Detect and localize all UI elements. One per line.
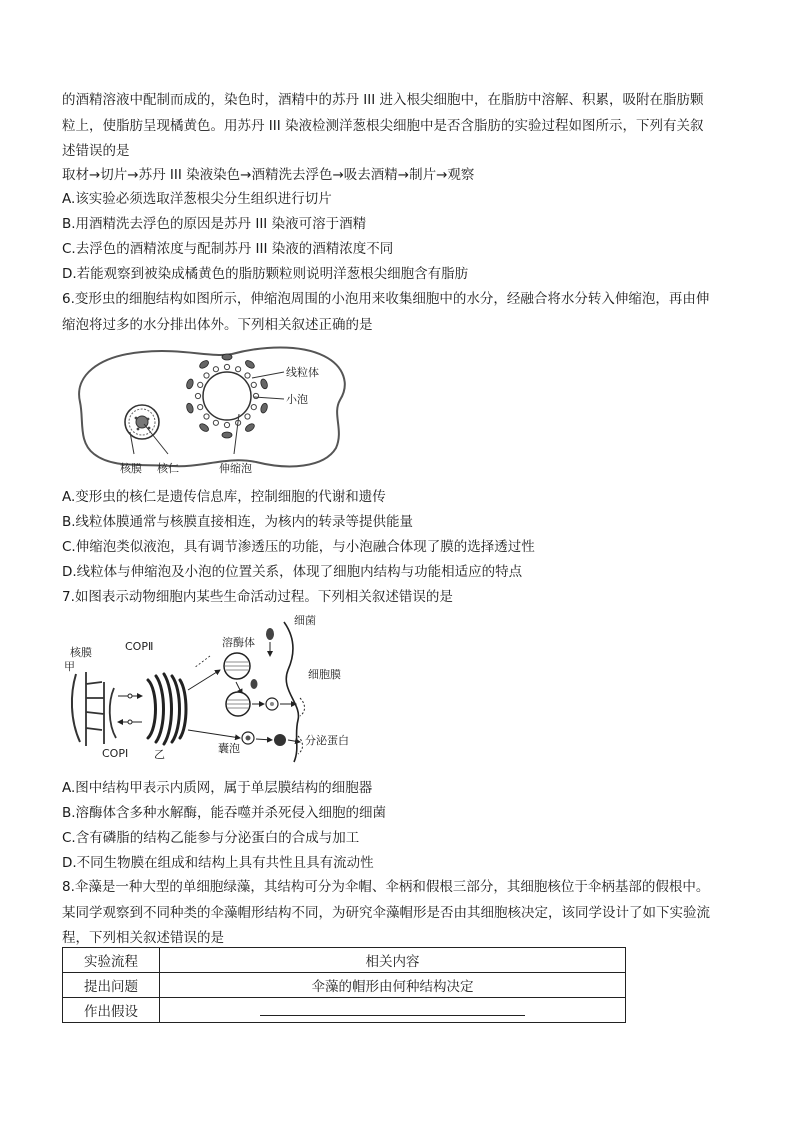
- label-secretory-protein: 分泌蛋白: [305, 734, 349, 747]
- label-contractile-vacuole: 伸缩泡: [219, 462, 252, 475]
- amoeba-figure: [62, 340, 402, 480]
- mitochondrion-icon: [198, 359, 210, 370]
- table-cell-blank: [160, 998, 626, 1023]
- small-vesicle-icon: [204, 373, 209, 378]
- q7-option-c: C.含有磷脂的结构乙能参与分泌蛋白的合成与加工: [62, 830, 360, 846]
- mitochondrion-icon: [222, 354, 232, 360]
- experiment-table: [62, 947, 626, 1023]
- table-row: [63, 973, 626, 998]
- label-vesicle: 小泡: [286, 393, 308, 406]
- q7-stem: 7.如图表示动物细胞内某些生命活动过程。下列相关叙述错误的是: [62, 589, 453, 605]
- table-header-cell: 相关内容: [160, 948, 626, 973]
- label-yi: 乙: [154, 748, 165, 761]
- small-vesicle-icon: [245, 373, 250, 378]
- small-vesicle-icon: [204, 414, 209, 419]
- label-lysosome: 溶酶体: [222, 636, 255, 649]
- mitochondrion-icon: [244, 359, 256, 370]
- q8-stem-line-1: 8.伞藻是一种大型的单细胞绿藻，其结构可分为伞帽、伞柄和假根三部分，其细胞核位于伞柄基部的假根中。: [62, 879, 710, 895]
- q5-option-c: C.去浮色的酒精浓度与配制苏丹 III 染液的酒精浓度不同: [62, 241, 394, 257]
- q6-option-a: A.变形虫的核仁是遗传信息库，控制细胞的代谢和遗传: [62, 489, 386, 505]
- q6-option-b: B.线粒体膜通常与核膜直接相连，为核内的转录等提供能量: [62, 514, 414, 530]
- q6-stem-line-2: 缩泡将过多的水分排出体外。下列相关叙述正确的是: [62, 317, 373, 333]
- mitochondrion-icon: [186, 402, 195, 413]
- label-nucleolus: 核仁: [157, 462, 179, 475]
- table-header-row: [63, 948, 626, 973]
- small-vesicle-icon: [251, 405, 256, 410]
- mitochondrion-icon: [198, 422, 210, 433]
- q8-stem-line-2: 某同学观察到不同种类的伞藻帽形结构不同，为研究伞藻帽形是否由其细胞核决定，该同学设计了如下实验流: [62, 905, 710, 921]
- table-row: [63, 998, 626, 1023]
- small-vesicle-icon: [198, 405, 203, 410]
- table-cell: 作出假设: [63, 998, 160, 1023]
- label-nuclear-membrane: 核膜: [120, 462, 142, 475]
- table-cell: 提出问题: [63, 973, 160, 998]
- mitochondrion-icon: [260, 378, 269, 389]
- small-vesicle-icon: [213, 367, 218, 372]
- q6-option-d: D.线粒体与伸缩泡及小泡的位置关系，体现了细胞内结构与功能相适应的特点: [62, 564, 523, 580]
- q7-option-a: A.图中结构甲表示内质网，属于单层膜结构的细胞器: [62, 780, 373, 796]
- label-vesicle-7: 囊泡: [218, 742, 240, 755]
- small-vesicle-icon: [198, 382, 203, 387]
- intro-line-1: 的酒精溶液中配制而成的，染色时，酒精中的苏丹 III 进入根尖细胞中，在脂肪中溶解、积累，吸附在脂肪颗: [62, 92, 704, 108]
- q5-option-a: A.该实验必须选取洋葱根尖分生组织进行切片: [62, 191, 332, 207]
- table-cell: 伞藻的帽形由何种结构决定: [160, 973, 626, 998]
- mitochondrion-icon: [260, 402, 269, 413]
- label-cell-membrane: 细胞膜: [308, 668, 341, 681]
- small-vesicle-icon: [251, 382, 256, 387]
- answer-blank[interactable]: [260, 1001, 525, 1016]
- table-header-cell: 实验流程: [63, 948, 160, 973]
- small-vesicle-icon: [245, 414, 250, 419]
- q7-option-b: B.溶酶体含多种水解酶，能吞噬并杀死侵入细胞的细菌: [62, 805, 387, 821]
- label-mitochondria: 线粒体: [286, 366, 319, 379]
- label-copii: COPⅡ: [125, 640, 154, 653]
- small-vesicle-icon: [236, 367, 241, 372]
- label-copi: COPⅠ: [102, 747, 129, 760]
- small-vesicle-icon: [224, 364, 229, 369]
- cell-process-figure: [62, 612, 362, 770]
- mitochondrion-icon: [222, 432, 232, 438]
- small-vesicle-icon: [224, 422, 229, 427]
- small-vesicle-icon: [195, 393, 200, 398]
- intro-line-3: 述错误的是: [62, 143, 130, 159]
- q5-option-b: B.用酒精洗去浮色的原因是苏丹 III 染液可溶于酒精: [62, 216, 367, 232]
- q6-option-c: C.伸缩泡类似液泡，具有调节渗透压的功能，与小泡融合体现了膜的选择透过性: [62, 539, 535, 555]
- q8-stem-line-3: 程，下列相关叙述错误的是: [62, 930, 224, 946]
- q6-stem-line-1: 6.变形虫的细胞结构如图所示，伸缩泡周围的小泡用来收集细胞中的水分，经融合将水分转入伸缩泡，再由伸: [62, 291, 710, 307]
- label-nuclear-membrane-7: 核膜: [70, 646, 92, 659]
- q5-option-d: D.若能观察到被染成橘黄色的脂肪颗粒则说明洋葱根尖细胞含有脂肪: [62, 266, 469, 282]
- small-vesicle-icon: [213, 420, 218, 425]
- intro-line-2: 粒上，使脂肪呈现橘黄色。用苏丹 III 染液检测洋葱根尖细胞中是否含脂肪的实验过程如图所示，下列有关叙: [62, 118, 704, 134]
- label-bacteria: 细菌: [294, 614, 316, 627]
- label-jia: 甲: [64, 660, 75, 673]
- contractile-vacuole-icon: [186, 354, 269, 438]
- small-vesicle-icon: [253, 393, 258, 398]
- mitochondrion-icon: [186, 378, 195, 389]
- golgi-icon: [148, 674, 186, 744]
- mitochondrion-icon: [244, 422, 256, 433]
- procedure-flow: 取材→切片→苏丹 III 染液染色→酒精洗去浮色→吸去酒精→制片→观察: [62, 167, 475, 183]
- q7-option-d: D.不同生物膜在组成和结构上具有共性且具有流动性: [62, 855, 374, 871]
